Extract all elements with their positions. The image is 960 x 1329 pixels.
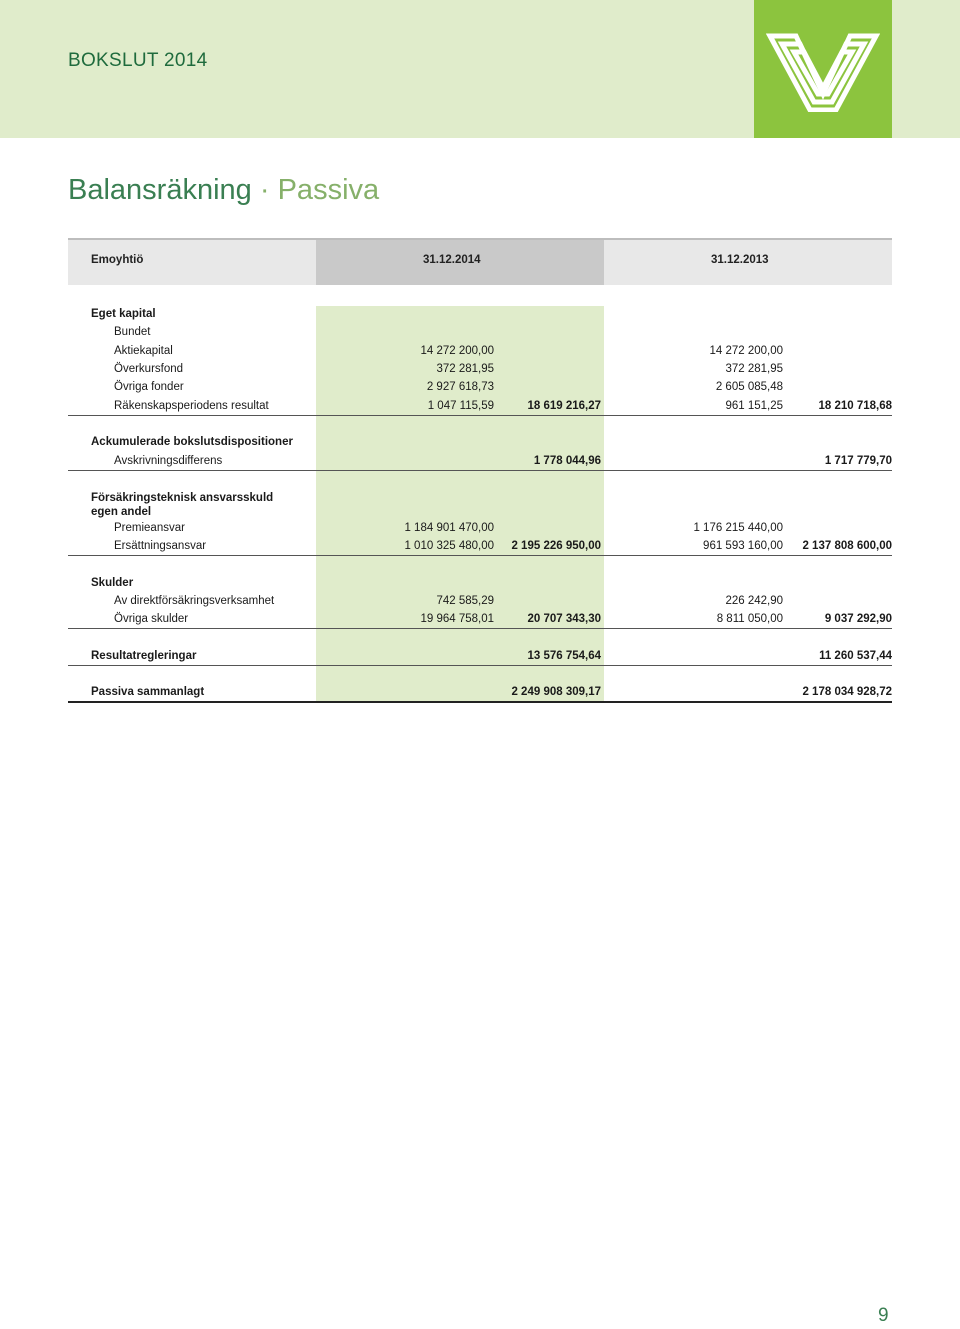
cell-2014-total: 13 576 754,64 xyxy=(527,650,601,662)
total-divider xyxy=(68,701,892,703)
row-label: Resultatregleringar xyxy=(91,650,197,662)
header-year-2014: 31.12.2014 xyxy=(423,254,481,266)
cell-2014-detail: 1 010 325 480,00 xyxy=(404,540,494,552)
cell-2014-total: 18 619 216,27 xyxy=(527,400,601,412)
cell-2013-total: 2 137 808 600,00 xyxy=(802,540,892,552)
header-label: Emoyhtiö xyxy=(91,254,144,266)
table-row xyxy=(68,397,892,415)
divider xyxy=(68,470,892,471)
v-stripes-logo-icon xyxy=(766,30,880,112)
row-label: Ackumulerade bokslutsdispositioner xyxy=(91,436,293,448)
page-heading xyxy=(68,174,379,207)
row-label: Räkenskapsperiodens resultat xyxy=(114,400,269,412)
cell-2014-detail: 14 272 200,00 xyxy=(420,345,494,357)
cell-2014-total: 1 778 044,96 xyxy=(533,455,601,467)
section-title-skulder xyxy=(68,574,892,592)
row-label: Försäkringsteknisk ansvarsskuld xyxy=(91,492,274,504)
cell-2013-total: 1 717 779,70 xyxy=(824,455,892,467)
row-label: Ersättningsansvar xyxy=(114,540,207,552)
row-label: Av direktförsäkringsverksamhet xyxy=(114,595,275,607)
table-row xyxy=(68,519,892,537)
document-title: BOKSLUT 2014 xyxy=(68,50,208,71)
section-title-ackumulerade xyxy=(68,433,892,451)
header-year-2013: 31.12.2013 xyxy=(711,254,769,266)
row-label: Skulder xyxy=(91,577,134,589)
row-label: Eget kapital xyxy=(91,308,156,320)
row-label: Passiva sammanlagt xyxy=(91,686,205,698)
section-title-eget-kapital xyxy=(68,305,892,323)
table-row xyxy=(68,610,892,628)
logo xyxy=(754,0,892,138)
divider xyxy=(68,415,892,416)
cell-2013-total: 9 037 292,90 xyxy=(824,613,892,625)
cell-2014-detail: 1 184 901 470,00 xyxy=(404,522,494,534)
table-row xyxy=(68,452,892,470)
heading-separator: · xyxy=(259,174,270,206)
row-label: Premieansvar xyxy=(114,522,185,534)
cell-2014-detail: 2 927 618,73 xyxy=(426,381,494,393)
cell-2014-total: 2 249 908 309,17 xyxy=(511,686,601,698)
cell-2014-detail: 19 964 758,01 xyxy=(420,613,494,625)
cell-2013-detail: 14 272 200,00 xyxy=(709,345,783,357)
cell-2013-detail: 2 605 085,48 xyxy=(715,381,783,393)
cell-2014-total: 2 195 226 950,00 xyxy=(511,540,601,552)
table-row xyxy=(68,360,892,378)
row-label: Övriga skulder xyxy=(114,613,189,625)
cell-2013-detail: 961 593 160,00 xyxy=(703,540,783,552)
row-label: Aktiekapital xyxy=(114,345,173,357)
table-row xyxy=(68,342,892,360)
row-label: egen andel xyxy=(91,506,152,518)
cell-2014-detail: 742 585,29 xyxy=(436,595,494,607)
table-row xyxy=(68,378,892,396)
table-row-total xyxy=(68,683,892,701)
cell-2013-detail: 226 242,90 xyxy=(725,595,783,607)
row-label: Avskrivningsdifferens xyxy=(114,455,223,467)
cell-2013-detail: 372 281,95 xyxy=(725,363,783,375)
table-row xyxy=(68,592,892,610)
cell-2013-total: 2 178 034 928,72 xyxy=(802,686,892,698)
cell-2013-detail: 8 811 050,00 xyxy=(716,613,783,625)
row-label: Bundet xyxy=(114,326,151,338)
cell-2014-total: 20 707 343,30 xyxy=(527,613,601,625)
row-label: Övriga fonder xyxy=(114,381,184,393)
cell-2014-detail: 372 281,95 xyxy=(436,363,494,375)
page-number: 9 xyxy=(878,1305,889,1326)
divider xyxy=(68,628,892,629)
divider xyxy=(68,665,892,666)
row-label: Överkursfond xyxy=(114,363,184,375)
cell-2013-detail: 961 151,25 xyxy=(725,400,783,412)
heading-sub: Passiva xyxy=(277,174,380,206)
sub-title-bundet xyxy=(68,323,892,341)
cell-2013-total: 11 260 537,44 xyxy=(819,650,892,662)
table-row-resultatregleringar xyxy=(68,647,892,665)
table-row xyxy=(68,537,892,555)
cell-2013-total: 18 210 718,68 xyxy=(818,400,892,412)
divider xyxy=(68,555,892,556)
cell-2014-detail: 1 047 115,59 xyxy=(427,400,494,412)
heading-main: Balansräkning xyxy=(68,174,252,206)
cell-2013-detail: 1 176 215 440,00 xyxy=(693,522,783,534)
